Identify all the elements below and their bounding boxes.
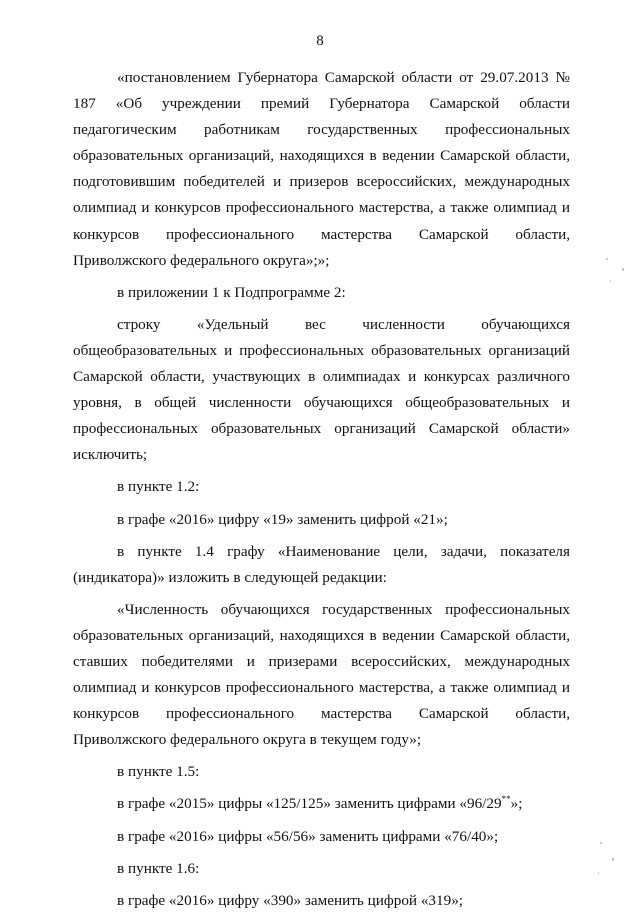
scan-speck <box>598 872 599 874</box>
page-number: 8 <box>316 33 324 49</box>
paragraph-item-1-2-change: в графе «2016» цифру «19» заменить цифрой «21»; <box>117 510 448 528</box>
text-segment: »; <box>510 795 523 813</box>
scan-speck <box>622 268 624 271</box>
paragraph-item-1-6: в пункте 1.6: <box>117 859 200 877</box>
scan-speck <box>610 280 611 282</box>
paragraph-item-1-5-change-2016: в графе «2016» цифры «56/56» заменить цифрами «76/40»; <box>117 827 499 845</box>
paragraph-item-1-4: в пункте 1.4 графу «Наименование цели, задачи, показателя (индикатора)» изложить в следующей редакции: <box>73 542 570 586</box>
scan-speck <box>606 258 608 260</box>
paragraph-decree-reference: «постановлением Губернатора Самарской области от 29.07.2013 № 187 «Об учреждении премий Губернатора Самарской области педагогическим работникам государственных профессиональных образовательных организаций, находящихся в ведении Самарской области, подготовившим победителей и призеров всероссийских, международных олимпиад и конкурсов профессионального мастерства, а также олимпиад и конкурсов профессионального мастерства Самарской области, Приволжского федерального округа»;»; <box>73 69 570 269</box>
scan-speck <box>600 842 602 844</box>
footnote-mark: ** <box>501 794 511 805</box>
scan-speck <box>612 858 614 861</box>
paragraph-item-1-6-change: в графе «2016» цифру «390» заменить цифрой «319»; <box>117 891 464 909</box>
paragraph-item-1-2: в пункте 1.2: <box>117 478 200 496</box>
paragraph-appendix-intro: в приложении 1 к Подпрограмме 2: <box>117 283 346 301</box>
paragraph-row-exclusion: строку «Удельный вес численности обучающихся общеобразовательных и профессиональных образовательных организаций Самарской области, участвующих в олимпиадах и конкурсах различного уровня, в общей численности обучающихся общеобразовательных и профессиональных образовательных организаций Самарской области» исключить; <box>73 315 570 464</box>
document-body <box>73 65 570 914</box>
paragraph-new-indicator-text: «Численность обучающихся государственных профессиональных образовательных организаций, находящихся в ведении Самарской области, ставших победителями и призерами всероссийских, международных олимпиад и конкурсов профессионального мастерства, а также олимпиад и конкурсов профессионального мастерства Самарской области, Приволжского федерального округа в текущем году»; <box>73 600 570 749</box>
text-segment: в графе «2015» цифры «125/125» заменить цифрами «96/29 <box>117 795 502 813</box>
paragraph-item-1-5: в пункте 1.5: <box>117 763 200 781</box>
paragraph-item-1-5-change-2015 <box>73 791 570 817</box>
